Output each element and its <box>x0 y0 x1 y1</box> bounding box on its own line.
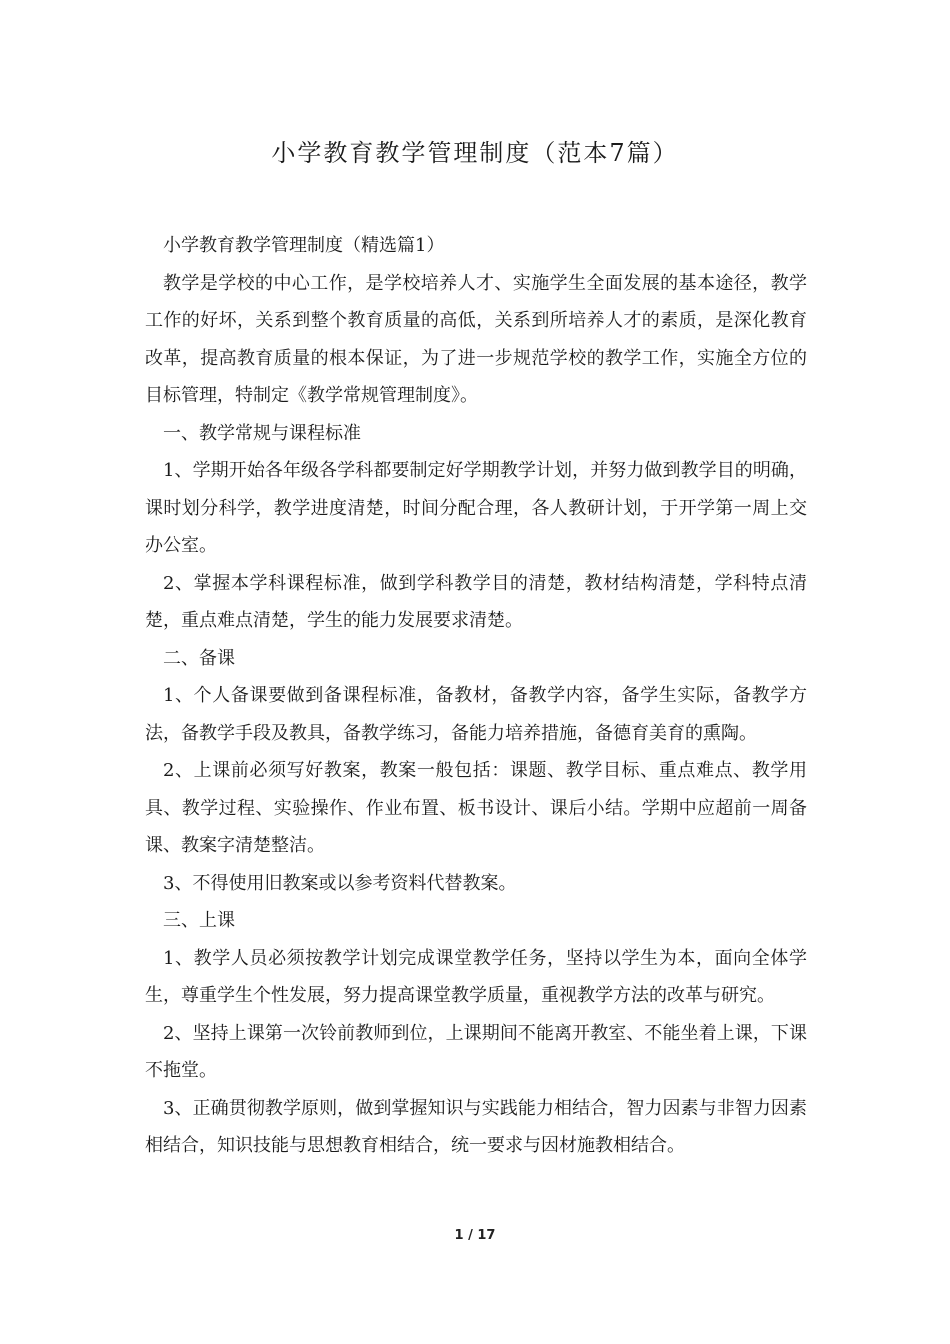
body-paragraph: 教学是学校的中心工作，是学校培养人才、实施学生全面发展的基本途径，教学工作的好坏，关系到整个教育质量的高低，关系到所培养人才的素质，是深化教育改革，提高教育质量的根本保证，为了进一步规范学校的教学工作，实施全方位的目标管理，特制定《教学常规管理制度》。 <box>145 272 807 406</box>
section-heading: 二、备课 <box>163 647 235 669</box>
body-paragraph: 2、坚持上课第一次铃前教师到位，上课期间不能离开教室、不能坐着上课，下课不拖堂。 <box>145 1022 807 1081</box>
page-number: 1 / 17 <box>454 1228 496 1243</box>
body-paragraph: 2、掌握本学科课程标准，做到学科教学目的清楚，教材结构清楚，学科特点清楚，重点难点清楚，学生的能力发展要求清楚。 <box>145 572 807 631</box>
body-paragraph: 3、不得使用旧教案或以参考资料代替教案。 <box>163 872 517 894</box>
body-paragraph: 2、上课前必须写好教案，教案一般包括：课题、教学目标、重点难点、教学用具、教学过程、实验操作、作业布置、板书设计、课后小结。学期中应超前一周备课、教案字清楚整洁。 <box>145 760 807 856</box>
document-title: 小学教育教学管理制度（范本7篇） <box>271 139 679 167</box>
section-heading: 小学教育教学管理制度（精选篇1） <box>163 235 445 256</box>
body-paragraph: 1、教学人员必须按教学计划完成课堂教学任务，坚持以学生为本，面向全体学生，尊重学生个性发展，努力提高课堂教学质量，重视教学方法的改革与研究。 <box>145 947 807 1006</box>
body-paragraph: 1、学期开始各年级各学科都要制定好学期教学计划，并努力做到教学目的明确，课时划分科学，教学进度清楚，时间分配合理，各人教研计划，于开学第一周上交办公室。 <box>145 460 807 556</box>
section-heading: 一、教学常规与课程标准 <box>163 422 361 444</box>
body-paragraph: 3、正确贯彻教学原则，做到掌握知识与实践能力相结合，智力因素与非智力因素相结合，知识技能与思想教育相结合，统一要求与因材施教相结合。 <box>145 1097 807 1156</box>
document-body <box>145 227 807 1165</box>
section-heading: 三、上课 <box>163 910 235 931</box>
body-paragraph: 1、个人备课要做到备课程标准，备教材，备教学内容，备学生实际，备教学方法，备教学手段及教具，备教学练习，备能力培养措施，备德育美育的熏陶。 <box>145 685 807 744</box>
